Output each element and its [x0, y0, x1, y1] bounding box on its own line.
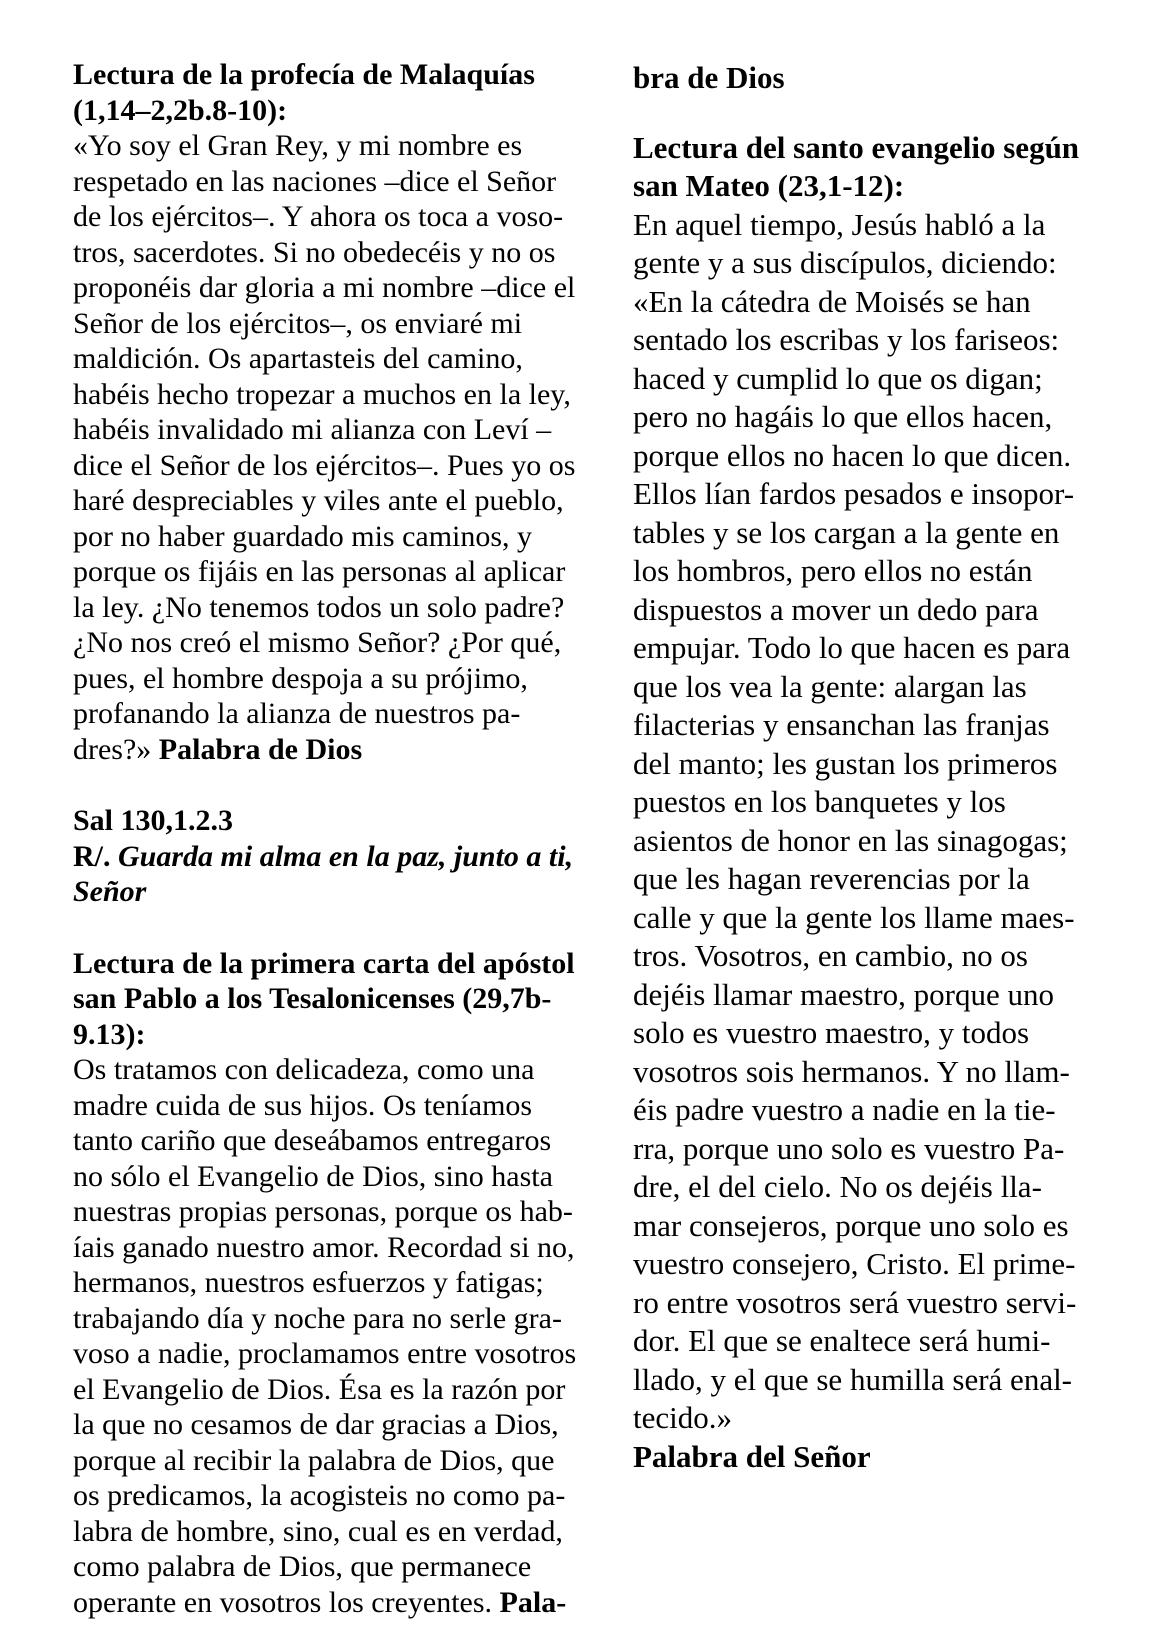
- text-line: [633, 591, 1103, 630]
- text-segment: maldición. Os apartasteis del camino,: [73, 342, 523, 375]
- text-segment: tecido.»: [633, 1400, 732, 1435]
- reading-body-evangelio-mateo: [633, 206, 1103, 1438]
- text-segment: dor. El que se enaltece será humi-: [633, 1323, 1051, 1358]
- text-line: [633, 244, 1103, 283]
- text-segment: Sal 130,1.2.3: [73, 804, 234, 837]
- text-segment: del manto; les gustan los primeros: [633, 745, 1058, 781]
- text-line: [73, 235, 618, 271]
- text-segment: dice el Señor de los ejércitos–. Pues yo os: [73, 448, 576, 482]
- text-segment: Os tratamos con delicadeza, como una: [73, 1053, 535, 1086]
- text-segment: que los vea la gente: alargan las: [633, 668, 1027, 704]
- text-segment: la ley. ¿No tenemos todos un solo padre?: [73, 590, 565, 624]
- text-segment: empujar. Todo lo que hacen es para: [633, 630, 1071, 665]
- text-segment: R/.: [73, 839, 118, 873]
- text-line: [633, 514, 1103, 553]
- text-segment: puestos en los banquetes y los: [633, 784, 1006, 819]
- text-line: [633, 668, 1103, 707]
- text-segment: Señor: [73, 875, 147, 908]
- text-line: [633, 1130, 1103, 1169]
- text-line: [73, 1443, 618, 1479]
- text-segment: madre cuida de sus hijos. Os teníamos: [73, 1088, 533, 1122]
- text-line: [633, 437, 1103, 476]
- text-segment: tables y se los cargan a la gente en: [633, 514, 1060, 550]
- text-line: [633, 976, 1103, 1015]
- right-column: [633, 59, 1103, 1476]
- text-segment: vosotros sois hermanos. Y no llam-: [633, 1053, 1070, 1089]
- text-segment: porque al recibir la palabra de Dios, que: [73, 1443, 555, 1477]
- text-segment: (1,14–2,2b.8-10):: [73, 93, 288, 127]
- text-line: [73, 1123, 618, 1159]
- text-line: [73, 377, 618, 413]
- text-segment: Lectura de la primera carta del apóstol: [73, 946, 575, 980]
- text-line: [633, 899, 1103, 938]
- text-line: [73, 1159, 618, 1195]
- text-line: [73, 1301, 618, 1337]
- text-segment: voso a nadie, proclamamos entre vosotros: [73, 1337, 577, 1370]
- text-line: [73, 412, 618, 448]
- text-line: [633, 1091, 1103, 1130]
- text-line: [633, 1399, 1103, 1438]
- text-line: [73, 448, 618, 484]
- text-line: [73, 164, 618, 200]
- text-line: [73, 1052, 618, 1088]
- text-segment: sentado los escribas y los fariseos:: [633, 322, 1060, 357]
- text-segment: dre, el del cielo. No os dejéis lla-: [633, 1169, 1042, 1204]
- text-segment: san Mateo (23,1-12):: [633, 168, 905, 203]
- text-segment: «En la cátedra de Moisés se han: [633, 283, 1031, 319]
- text-segment: por no haber guardado mis caminos, y: [73, 519, 533, 553]
- text-segment: como palabra de Dios, que permanece: [73, 1550, 532, 1583]
- text-line: [73, 1372, 618, 1408]
- text-line: [73, 554, 618, 590]
- text-segment: éis padre vuestro a nadie en la tie-: [633, 1092, 1056, 1127]
- text-segment: Palabra del Señor: [633, 1438, 871, 1474]
- text-segment: Lectura de la profecía de Malaquías: [73, 58, 535, 91]
- text-line: [73, 1194, 618, 1230]
- text-segment: os predicamos, la acogisteis no como pa-: [73, 1479, 566, 1512]
- text-segment: porque ellos no hacen lo que dicen.: [633, 437, 1072, 473]
- text-line: [73, 483, 618, 519]
- text-segment: dispuestos a mover un dedo para: [633, 591, 1039, 627]
- spacer: [73, 767, 618, 803]
- text-line: [633, 59, 1103, 98]
- text-segment: haré despreciables y viles ante el pueblo,: [73, 484, 564, 517]
- text-line: [633, 321, 1103, 360]
- text-line: [73, 306, 618, 342]
- text-segment: tros, sacerdotes. Si no obedecéis y no os: [73, 235, 556, 269]
- text-segment: asientos de honor en las sinagogas;: [633, 822, 1068, 858]
- text-line: [633, 1361, 1103, 1400]
- text-segment: Pala-: [499, 1585, 567, 1619]
- text-line: [73, 661, 618, 697]
- text-segment: dejéis llamar maestro, porque uno: [633, 976, 1054, 1012]
- text-segment: En aquel tiempo, Jesús habló a la: [633, 206, 1046, 242]
- text-segment: pero no hagáis lo que ellos hacen,: [633, 399, 1053, 434]
- text-line: [633, 1014, 1103, 1053]
- text-line: [633, 1438, 1103, 1477]
- text-line: [73, 1407, 618, 1443]
- text-segment: «Yo soy el Gran Rey, y mi nombre es: [73, 129, 523, 162]
- text-line: [633, 783, 1103, 822]
- text-segment: ¿No nos creó el mismo Señor? ¿Por qué,: [73, 626, 562, 659]
- text-line: [73, 1585, 618, 1621]
- text-line: [633, 745, 1103, 784]
- text-line: [73, 874, 618, 910]
- text-line: [73, 803, 618, 839]
- text-segment: íais ganado nuestro amor. Recordad si no,: [73, 1230, 575, 1264]
- text-segment: el Evangelio de Dios. Ésa es la razón por: [73, 1372, 566, 1406]
- text-line: [73, 1230, 618, 1266]
- spacer: [73, 910, 618, 946]
- text-segment: respetado en las naciones –dice el Señor: [73, 164, 557, 198]
- reading-heading-evangelio-mateo: [633, 129, 1103, 206]
- text-segment: Lectura del santo evangelio según: [633, 129, 1080, 165]
- psalm-block: [73, 803, 618, 910]
- text-line: [73, 1336, 618, 1372]
- text-line: [633, 937, 1103, 976]
- text-segment: ro entre vosotros será vuestro servi-: [633, 1284, 1077, 1320]
- text-line: [633, 629, 1103, 668]
- palabra-del-senor: [633, 1438, 1103, 1477]
- text-line: [73, 519, 618, 555]
- text-segment: tanto cariño que deseábamos entregaros: [73, 1124, 552, 1157]
- text-segment: gente y a sus discípulos, diciendo:: [633, 245, 1057, 280]
- text-line: [633, 1168, 1103, 1207]
- text-segment: porque os fijáis en las personas al aplicar: [73, 555, 566, 588]
- text-line: [73, 93, 618, 129]
- text-segment: labra de hombre, sino, cual es en verdad,: [73, 1514, 563, 1548]
- text-line: [73, 57, 618, 93]
- text-line: [73, 341, 618, 377]
- text-line: [633, 552, 1103, 591]
- text-segment: nuestras propias personas, porque os hab-: [73, 1195, 573, 1228]
- palabra-de-dios-continuation: [633, 59, 1103, 98]
- text-line: [633, 860, 1103, 899]
- text-line: [73, 128, 618, 164]
- text-line: [73, 1549, 618, 1585]
- text-segment: Señor de los ejércitos–, os enviaré mi: [73, 306, 523, 340]
- text-segment: filacterias y ensanchan las franjas: [633, 707, 1050, 742]
- text-segment: llado, y el que se humilla será enal-: [633, 1361, 1073, 1397]
- text-segment: no sólo el Evangelio de Dios, sino hasta: [73, 1159, 553, 1193]
- text-segment: tros. Vosotros, en cambio, no os: [633, 938, 1028, 973]
- text-segment: mar consejeros, porque uno solo es: [633, 1207, 1069, 1243]
- text-segment: san Pablo a los Tesalonicenses (29,7b-: [73, 982, 552, 1015]
- text-line: [633, 129, 1103, 168]
- text-line: [633, 1322, 1103, 1361]
- text-line: [633, 283, 1103, 322]
- text-segment: 9.13):: [73, 1017, 146, 1051]
- text-segment: Palabra de Dios: [158, 732, 363, 766]
- text-segment: calle y que la gente los llame maes-: [633, 899, 1075, 935]
- text-segment: haced y cumplid lo que os digan;: [633, 360, 1043, 396]
- text-segment: trabajando día y noche para no serle gra-: [73, 1301, 562, 1335]
- text-line: [73, 1514, 618, 1550]
- reading-body-malaquias: [73, 128, 618, 767]
- text-line: [633, 1245, 1103, 1284]
- text-line: [633, 822, 1103, 861]
- text-line: [73, 1478, 618, 1514]
- text-line: [73, 1017, 618, 1053]
- text-segment: profanando la alianza de nuestros pa-: [73, 697, 521, 730]
- text-line: [633, 167, 1103, 206]
- text-segment: los hombros, pero ellos no están: [633, 553, 1033, 588]
- text-line: [73, 946, 618, 982]
- text-line: [633, 206, 1103, 245]
- text-segment: Guarda mi alma en la paz, junto a ti,: [118, 839, 574, 873]
- text-line: [633, 398, 1103, 437]
- reading-heading-tesalonicenses: [73, 946, 618, 1053]
- text-line: [73, 199, 618, 235]
- text-segment: pues, el hombre despoja a su prójimo,: [73, 661, 528, 695]
- text-segment: bra de Dios: [633, 60, 785, 95]
- reading-body-tesalonicenses: [73, 1052, 618, 1620]
- text-line: [633, 1284, 1103, 1323]
- text-line: [633, 475, 1103, 514]
- text-line: [633, 1053, 1103, 1092]
- text-segment: habéis hecho tropezar a muchos en la ley,: [73, 377, 571, 411]
- text-segment: que les hagan reverencias por la: [633, 861, 1030, 896]
- text-line: [73, 590, 618, 626]
- text-segment: operante en vosotros los creyentes.: [73, 1585, 500, 1619]
- text-line: [73, 270, 618, 306]
- text-segment: dres?»: [73, 732, 159, 766]
- text-line: [633, 360, 1103, 399]
- text-segment: habéis invalidado mi alianza con Leví –: [73, 413, 552, 446]
- spacer: [633, 98, 1103, 129]
- text-segment: vuestro consejero, Cristo. El prime-: [633, 1246, 1076, 1281]
- text-line: [73, 1088, 618, 1124]
- text-segment: la que no cesamos de dar gracias a Dios,: [73, 1408, 559, 1441]
- text-line: [73, 1265, 618, 1301]
- text-line: [633, 1207, 1103, 1246]
- text-line: [633, 706, 1103, 745]
- text-segment: hermanos, nuestros esfuerzos y fatigas;: [73, 1266, 544, 1299]
- text-line: [73, 625, 618, 661]
- text-segment: solo es vuestro maestro, y todos: [633, 1015, 1030, 1050]
- text-line: [73, 981, 618, 1017]
- text-segment: rra, porque uno solo es vuestro Pa-: [633, 1130, 1065, 1166]
- reading-heading-malaquias: [73, 57, 618, 128]
- text-segment: Ellos lían fardos pesados e insopor-: [633, 476, 1075, 511]
- text-line: [73, 696, 618, 732]
- text-segment: proponéis dar gloria a mi nombre –dice el: [73, 271, 576, 304]
- text-line: [73, 839, 618, 875]
- text-segment: de los ejércitos–. Y ahora os toca a voso-: [73, 200, 564, 233]
- left-column: [73, 57, 618, 1620]
- text-line: [73, 732, 618, 768]
